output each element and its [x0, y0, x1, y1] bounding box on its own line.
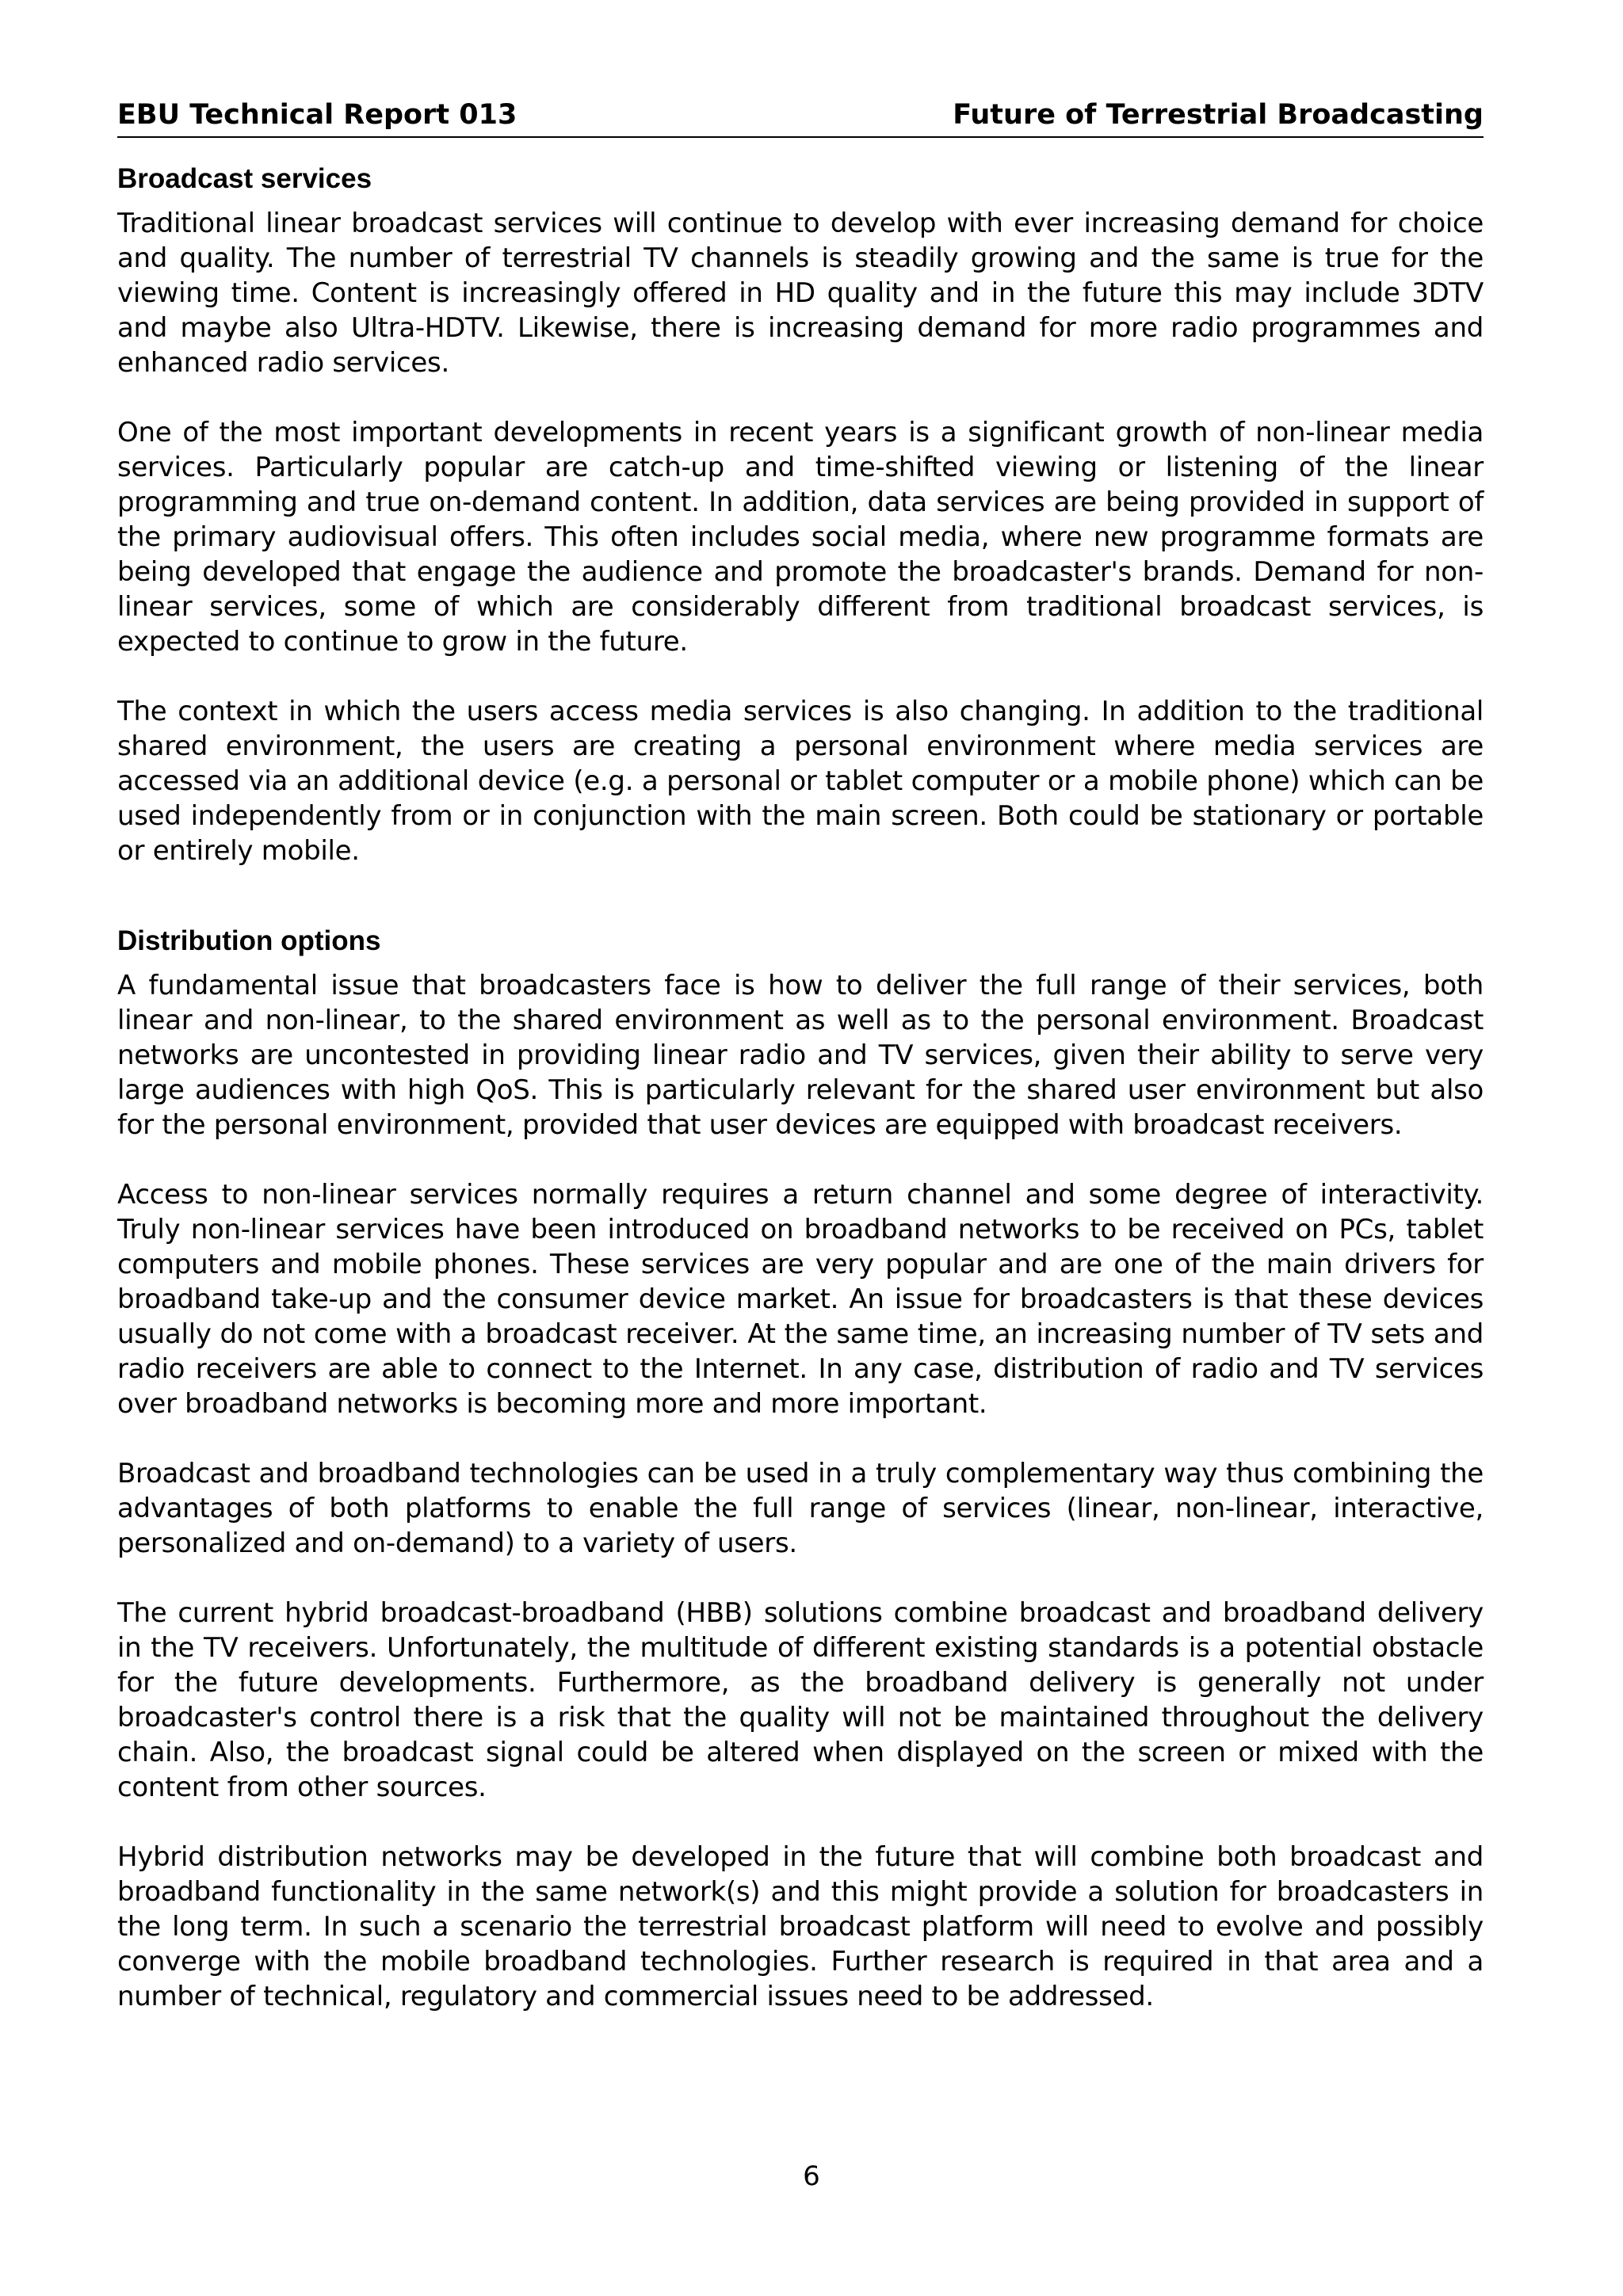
page-number: 6 — [803, 2161, 820, 2192]
document-title: Future of Terrestrial Broadcasting — [953, 99, 1484, 131]
section-broadcast-services — [117, 162, 1484, 868]
paragraph: The current hybrid broadcast-broadband (HBB) solutions combine broadcast and broadband delivery in the TV receivers. Unfortunately, the multitude of different existing standards is a potential obstacle for the future developments. Furthermore, as the broadband delivery is generally not under broadcaster's control there is a risk that the quality will not be maintained throughout the delivery chain. Also, the broadcast signal could be altered when displayed on the screen or mixed with the content from other sources. — [117, 1597, 1484, 1803]
paragraph: Broadcast and broadband technologies can be used in a truly complementary way thus combining the advantages of both platforms to enable the full range of services (linear, non-linear, interactive, personalized and on-demand) to a variety of users. — [117, 1458, 1484, 1559]
section-distribution-options — [117, 924, 1484, 2014]
paragraph: The context in which the users access media services is also changing. In addition to the traditional shared environment, the users are creating a personal environment where media services are accessed via an additional device (e.g. a personal or tablet computer or a mobile phone) which can be used independently from or in conjunction with the main screen. Both could be stationary or portable or entirely mobile. — [117, 696, 1484, 867]
paragraph: One of the most important developments in recent years is a significant growth of non-linear media services. Particularly popular are catch-up and time-shifted viewing or listening of the linear programming and true on-demand content. In addition, data services are being provided in support of the primary audiovisual offers. This often includes social media, where new programme formats are being developed that engage the audience and promote the broadcaster's brands. Demand for non-linear services, some of which are considerably different from traditional broadcast services, is expected to continue to grow in the future. — [117, 417, 1484, 658]
document-page — [117, 97, 1484, 2014]
paragraph: A fundamental issue that broadcasters face is how to deliver the full range of their services, both linear and non-linear, to the shared environment as well as to the personal environment. Broadcast networks are uncontested in providing linear radio and TV services, given their ability to serve very large audiences with high QoS. This is particularly relevant for the shared user environment but also for the personal environment, provided that user devices are equipped with broadcast receivers. — [117, 970, 1484, 1141]
paragraph: Access to non-linear services normally requires a return channel and some degree of interactivity. Truly non-linear services have been introduced on broadband networks to be received on PCs, tablet computers and mobile phones. These services are very popular and are one of the main drivers for broadband take-up and the consumer device market. An issue for broadcasters is that these devices usually do not come with a broadcast receiver. At the same time, an increasing number of TV sets and radio receivers are able to connect to the Internet. In any case, distribution of radio and TV services over broadband networks is becoming more and more important. — [117, 1179, 1484, 1420]
section-heading: Broadcast services — [117, 163, 372, 194]
section-heading: Distribution options — [117, 925, 381, 956]
main-content — [117, 162, 1484, 2014]
paragraph: Hybrid distribution networks may be developed in the future that will combine both broadcast and broadband functionality in the same network(s) and this might provide a solution for broadcasters in the long term. In such a scenario the terrestrial broadcast platform will need to evolve and possibly converge with the mobile broadband technologies. Further research is required in that area and a number of technical, regulatory and commercial issues need to be addressed. — [117, 1841, 1484, 2012]
paragraph: Traditional linear broadcast services will continue to develop with ever increasing demand for choice and quality. The number of terrestrial TV channels is steadily growing and the same is true for the viewing time. Content is increasingly offered in HD quality and in the future this may include 3DTV and maybe also Ultra-HDTV. Likewise, there is increasing demand for more radio programmes and enhanced radio services. — [117, 208, 1484, 379]
running-header — [117, 97, 1484, 138]
report-title: EBU Technical Report 013 — [117, 99, 517, 131]
